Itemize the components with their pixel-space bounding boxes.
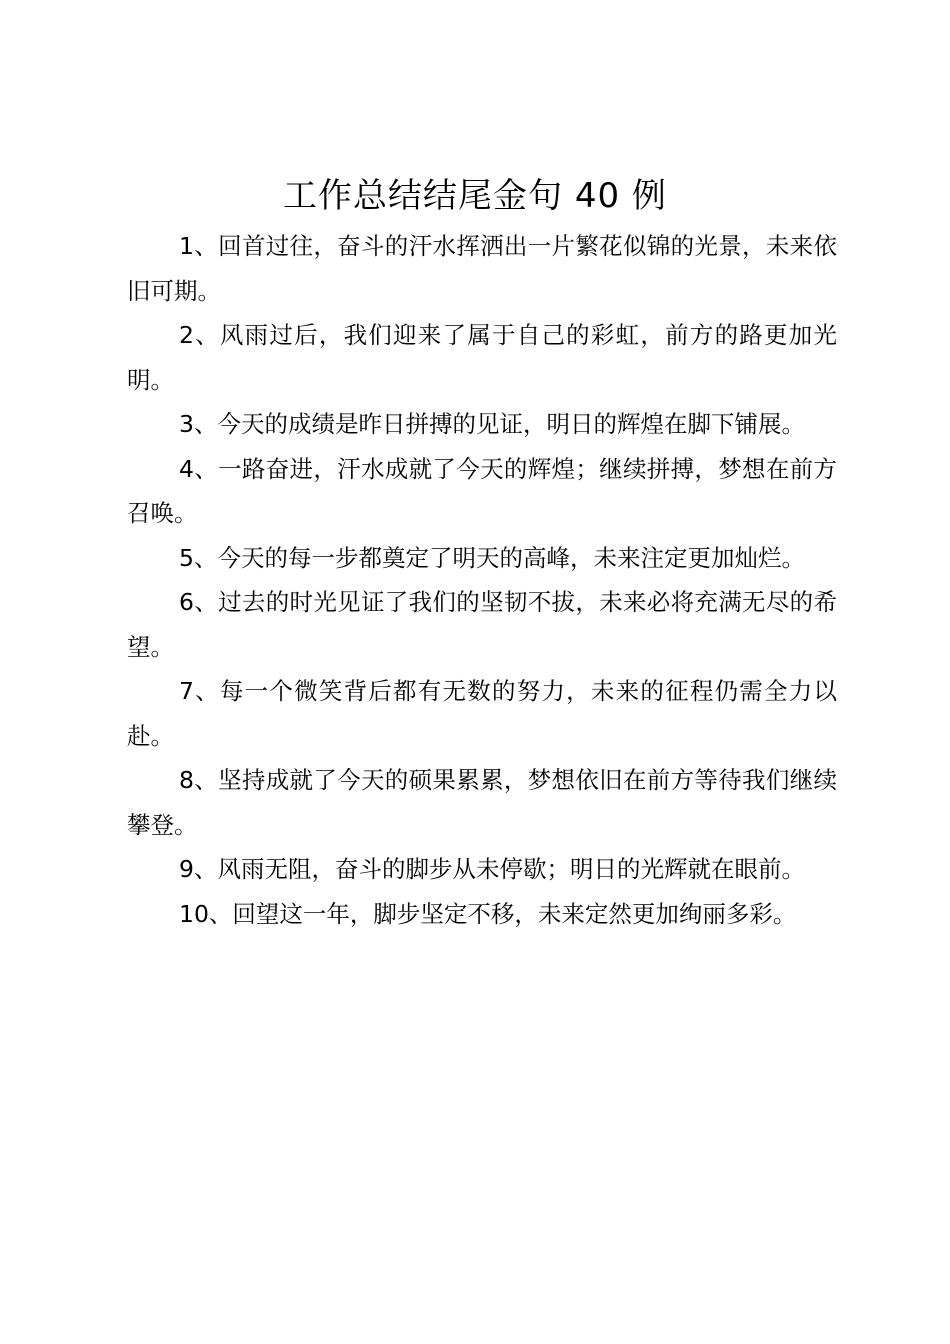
- paragraph-10: 10、回望这一年，脚步坚定不移，未来定然更加绚丽多彩。: [179, 899, 797, 928]
- paragraph-2: 2、风雨过后，我们迎来了属于自己的彩虹，前方的路更加光明。: [127, 321, 837, 394]
- paragraph-1: 1、回首过往，奋斗的汗水挥洒出一片繁花似锦的光景，未来依旧可期。: [127, 232, 837, 305]
- document-body: [127, 224, 837, 936]
- paragraph-3: 3、今天的成绩是昨日拼搏的见证，明日的辉煌在脚下铺展。: [179, 410, 805, 438]
- paragraph-5: 5、今天的每一步都奠定了明天的高峰，未来注定更加灿烂。: [179, 543, 805, 572]
- paragraph-7: 7、每一个微笑背后都有无数的努力，未来的征程仍需全力以赴。: [127, 677, 837, 750]
- paragraph-6: 6、过去的时光见证了我们的坚韧不拔，未来必将充满无尽的希望。: [127, 588, 837, 661]
- paragraph-9: 9、风雨无阻，奋斗的脚步从未停歇；明日的光辉就在眼前。: [179, 855, 805, 883]
- paragraph-8: 8、坚持成就了今天的硕果累累，梦想依旧在前方等待我们继续攀登。: [127, 766, 837, 839]
- document-title: 工作总结结尾金句 40 例: [283, 176, 667, 216]
- paragraph-4: 4、一路奋进，汗水成就了今天的辉煌；继续拼搏，梦想在前方召唤。: [127, 454, 837, 527]
